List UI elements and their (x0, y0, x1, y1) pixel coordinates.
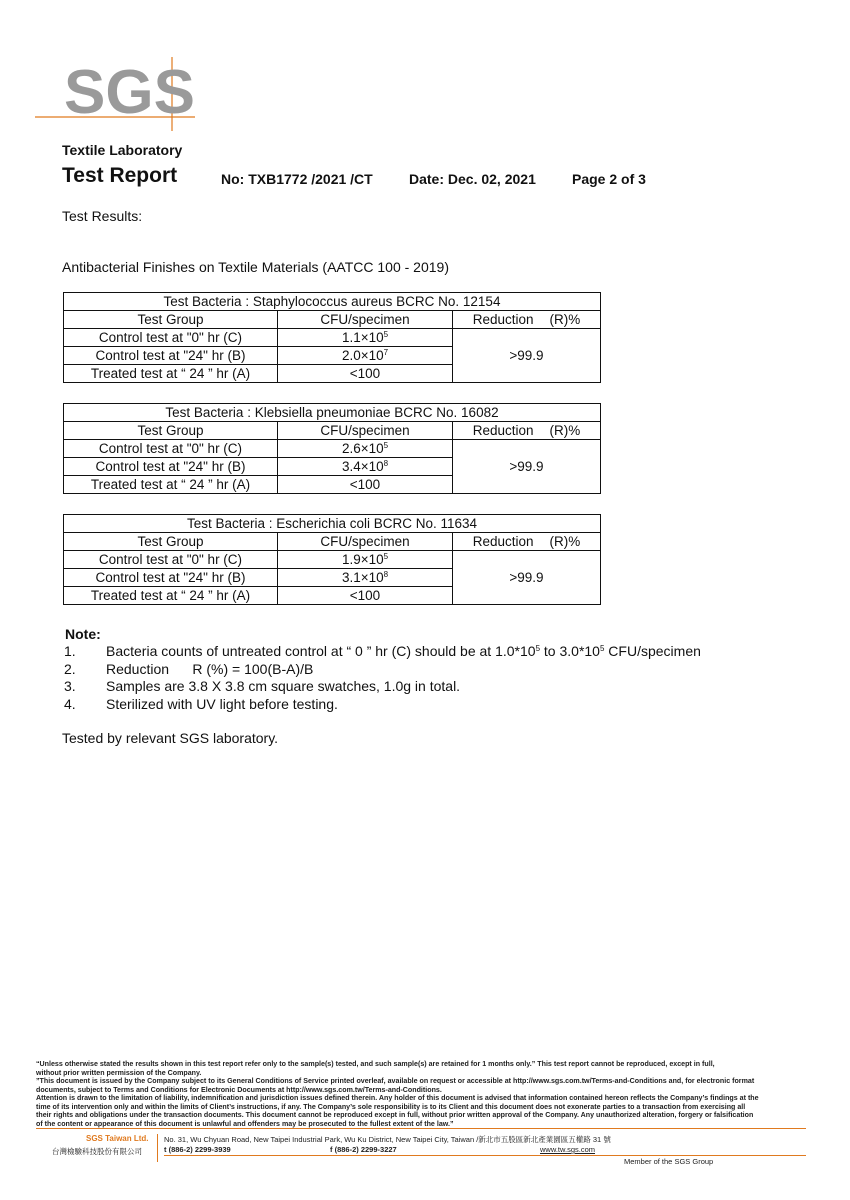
table-title: Test Bacteria : Escherichia coli BCRC No. 11634 (64, 515, 601, 533)
row-group: Treated test at “ 24 ” hr (A) (64, 365, 278, 383)
footer-divider-lower (164, 1155, 806, 1156)
member-text: Member of the SGS Group (624, 1157, 714, 1166)
col-header-reduction: Reduction (R)% (453, 422, 601, 440)
bacteria-table-2 (63, 403, 601, 494)
row-group: Control test at "24" hr (B) (64, 458, 278, 476)
table-title: Test Bacteria : Klebsiella pneumoniae BCRC No. 16082 (64, 404, 601, 422)
report-number: No: TXB1772 /2021 /CT (221, 171, 373, 187)
company-name-chinese: 台灣檢驗科技股份有限公司 (52, 1147, 142, 1156)
note-text: Bacteria counts of untreated control at “ 0 ” hr (C) should be at $1.0*10^5$ to $3.0*10^5$ CFU/specimen (106, 643, 701, 659)
footer-divider (36, 1128, 806, 1129)
col-header-reduction: Reduction (R)% (453, 311, 601, 329)
disclaimer-line: time of its intervention only and within the limits of Client’s instructions, if any. The Company’s sole responsibility is to its Client and this document does not exonerate parties to a transaction from exercising all (36, 1102, 746, 1111)
disclaimer-line: documents, subject to Terms and Conditions for Electronic Documents at http://www.sgs.com.tw/Terms-and-Conditions. (36, 1085, 442, 1094)
disclaimer-line: “Unless otherwise stated the results shown in this test report refer only to the sample(s) tested, and such sample(s) are retained for 1 months only.” This test report cannot be reproduced, except in full, (36, 1060, 715, 1068)
row-cfu: $2.0\times 10^7$ (278, 347, 453, 365)
logo-text: SGS (64, 58, 195, 127)
row-group: Control test at "0" hr (C) (64, 329, 278, 347)
note-number: 2. (64, 660, 76, 677)
note-title: Note: (65, 626, 101, 642)
report-title: Test Report (62, 164, 178, 187)
disclaimer-line: ”This document is issued by the Company subject to its General Conditions of Service printed overleaf, available on request or accessible at http://www.sgs.com.tw/Terms-and-Conditions and, for electronic format (36, 1077, 755, 1085)
disclaimer-line: without prior written permission of the Company. (36, 1068, 202, 1077)
row-group: Control test at "0" hr (C) (64, 440, 278, 458)
row-group: Treated test at “ 24 ” hr (A) (64, 476, 278, 494)
bacteria-table-3 (63, 514, 601, 605)
note-item (64, 643, 701, 661)
disclaimer-line: Attention is drawn to the limitation of liability, indemnification and jurisdiction issues defined therein. Any holder of this document is advised that information contained hereon reflects the Company’s findings at the (36, 1094, 759, 1102)
note-number: 4. (64, 695, 76, 712)
row-cfu: $1.9\times 10^5$ (278, 551, 453, 569)
row-group: Control test at "24" hr (B) (64, 347, 278, 365)
reduction-value: >99.9 (453, 551, 601, 605)
note-item (64, 661, 701, 679)
col-header-group: Test Group (64, 533, 278, 551)
bacteria-table-1 (63, 292, 601, 383)
sgs-logo (35, 55, 195, 135)
page-indicator: Page 2 of 3 (572, 171, 646, 187)
note-number: 1. (64, 643, 76, 659)
row-group: Treated test at “ 24 ” hr (A) (64, 587, 278, 605)
company-fax: f (886-2) 2299-3227 (330, 1145, 397, 1154)
tested-by: Tested by relevant SGS laboratory. (62, 730, 279, 746)
method-title: Antibacterial Finishes on Textile Materials (AATCC 100 - 2019) (62, 259, 449, 275)
col-header-reduction: Reduction (R)% (453, 533, 601, 551)
note-item (64, 696, 701, 714)
row-cfu: $3.1\times 10^8$ (278, 569, 453, 587)
company-phone: t (886-2) 2299-3939 (164, 1145, 231, 1154)
results-label: Test Results: (62, 208, 143, 224)
footer-separator (157, 1134, 158, 1162)
company-address: No. 31, Wu Chyuan Road, New Taipei Industrial Park, Wu Ku District, New Taipei City, Taiwan /新北市五股區新北產業園區五權路 31 號 (164, 1135, 611, 1144)
reduction-value: >99.9 (453, 329, 601, 383)
row-cfu: $2.6\times 10^5$ (278, 440, 453, 458)
reduction-value: >99.9 (453, 440, 601, 494)
row-cfu: <100 (278, 476, 453, 494)
col-header-group: Test Group (64, 311, 278, 329)
col-header-cfu: CFU/specimen (278, 311, 453, 329)
col-header-group: Test Group (64, 422, 278, 440)
row-cfu: $1.1\times 10^5$ (278, 329, 453, 347)
lab-name: Textile Laboratory (62, 142, 183, 158)
row-cfu: $3.4\times 10^8$ (278, 458, 453, 476)
disclaimer-line: of the content or appearance of this document is unlawful and offenders may be prosecuted to the fullest extent of the law.” (36, 1119, 454, 1128)
note-text: Reduction R (%) = 100(B-A)/B (106, 660, 314, 677)
note-text: Sterilized with UV light before testing. (106, 695, 338, 712)
legal-disclaimer (36, 1060, 814, 1128)
table-title: Test Bacteria : Staphylococcus aureus BCRC No. 12154 (64, 293, 601, 311)
col-header-cfu: CFU/specimen (278, 533, 453, 551)
note-number: 3. (64, 678, 76, 694)
row-group: Control test at "0" hr (C) (64, 551, 278, 569)
note-list (64, 643, 701, 713)
row-group: Control test at "24" hr (B) (64, 569, 278, 587)
col-header-cfu: CFU/specimen (278, 422, 453, 440)
disclaimer-line: their rights and obligations under the transaction documents. This document cannot be reproduced except in full, without prior written approval of the Company. Any unauthorized alteration, forgery or falsification (36, 1111, 754, 1119)
company-name: SGS Taiwan Ltd. (86, 1134, 149, 1143)
note-item (64, 678, 701, 696)
report-date: Date: Dec. 02, 2021 (409, 171, 536, 187)
row-cfu: <100 (278, 587, 453, 605)
company-website-link[interactable]: www.tw.sgs.com (540, 1145, 596, 1154)
row-cfu: <100 (278, 365, 453, 383)
note-text: Samples are 3.8 X 3.8 cm square swatches, 1.0g in total. (106, 678, 461, 694)
